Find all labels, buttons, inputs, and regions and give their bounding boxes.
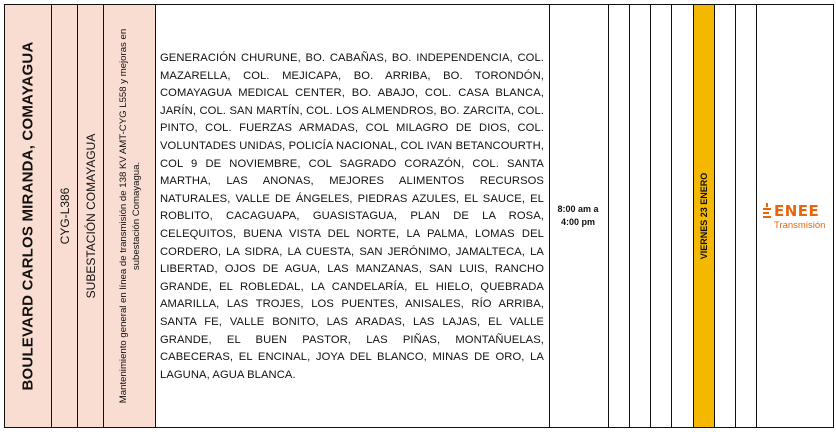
- day-cell-highlighted: [693, 4, 715, 428]
- day-cell-2: [629, 4, 651, 428]
- circuit-text: CYG-L386: [57, 187, 72, 245]
- work-description-text: Mantenimiento general en línea de transmisión de 138 KV AMT-CYG L558 y mejoras en subestación Comayagua.: [117, 28, 142, 404]
- day-cell-1: [608, 4, 630, 428]
- day-cell-3: [650, 4, 672, 428]
- circuit-cell: [51, 4, 78, 428]
- logo-subtitle: Transmisión: [774, 220, 826, 231]
- location-cell: [4, 4, 52, 428]
- enee-mark-icon: [761, 203, 773, 219]
- hours-text: [553, 203, 603, 229]
- substation-text: SUBESTACIÓN COMAYAGUA: [83, 133, 98, 299]
- day-cell-6: [714, 4, 736, 428]
- hours-start: 8:00 am a: [557, 204, 599, 214]
- day-cell-7: [735, 4, 757, 428]
- day-cell-4: [671, 4, 694, 428]
- day-label: VIERNES 23 ENERO: [699, 172, 709, 260]
- enee-logo: [760, 202, 834, 234]
- location-text: BOULEVARD CARLOS MIRANDA, COMAYAGUA: [19, 41, 37, 391]
- affected-areas-text: GENERACIÓN CHURUNE, BO. CABAÑAS, BO. INDEPENDENCIA, COL. MAZARELLA, COL. MEJICAPA, BO. ARRIBA, BO. TORONDÓN, COMAYAGUA MEDICAL CENTER, BO. ABAJO, COL. CASA BLANCA, JARÍN, COL. SAN MARTÍN, COL. LOS ALMENDROS, BO. ZARCITA, COL. PINTO, COL. FUERZAS ARMADAS, COL MILAGRO DE DIOS, COL. VOLUNTADES UNIDAS, POLICÍA NACIONAL, COL IVAN BETANCOURTH, COL 9 DE NOVIEMBRE, COL SAGRADO CORAZÓN, COL. SANTA MARTHA, LAS ANONAS, MEJORES ALIMENTOS RECURSOS NATURALES, VALLE DE ÁNGELES, PIEDRAS AZULES, EL SAUCE, EL ROBLITO, CACAGUAPA, GUASISTAGUA, PLAN DE LA ROSA, CELEQUITOS, BUENA VISTA DEL NORTE, LA PALMA, LOMAS DEL CORDERO, LA SIDRA, LA CUESTA, SAN JERÓNIMO, JAMALTECA, LA LIBERTAD, OJOS DE AGUA, LAS MANZANAS, SAN LUIS, RANCHO GRANDE, EL ROBLEDAL, LA CANDELARÍA, EL HIELO, QUEBRADA AMARILLA, LAS TROJES, LOS PUENTES, ANISALES, RÍO ARRIBA, SANTA FE, VALLE BONITO, LAS ARADAS, LAS LAJAS, EL VALLE GRANDE, EL BUEN PASTOR, LAS PIÑAS, MONTAÑUELAS, CABECERAS, EL ENCINAL, JOYA DEL BLANCO, MINAS DE ORO, LA LAGUNA, AGUA BLANCA.: [160, 52, 544, 381]
- substation-cell: [77, 4, 104, 428]
- hours-end: 4:00 pm: [560, 217, 595, 227]
- work-description-cell: [103, 4, 156, 428]
- logo-name: ENEE: [774, 202, 820, 220]
